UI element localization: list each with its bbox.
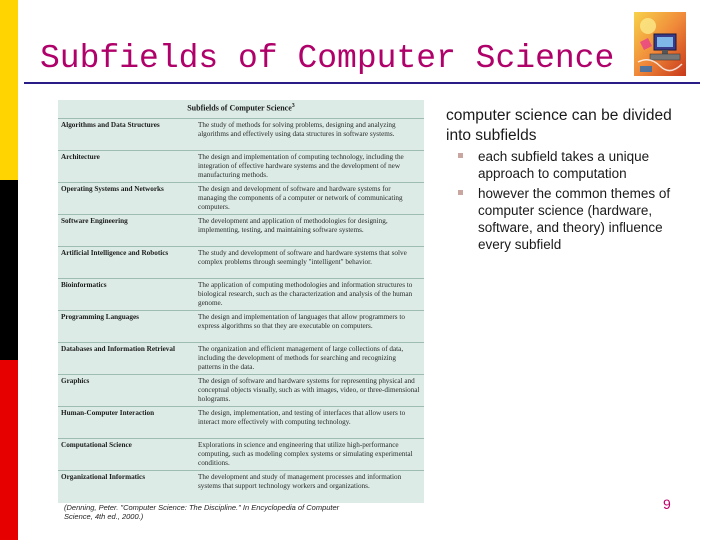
subfield-name: Architecture — [61, 153, 100, 161]
bullet-text: each subfield takes a unique approach to computation — [478, 149, 650, 181]
accent-bar-red — [0, 360, 18, 540]
subfield-description: The design and implementation of computing technology, including the integration of effective hardware systems and the development of new manufacturing methods. — [198, 153, 404, 179]
subfield-description: The study of methods for solving problems, designing and analyzing algorithms and effectively using data structures in software systems. — [198, 121, 396, 138]
subfield-description: The design of software and hardware systems for representing physical and conceptual objects visually, such as with images, video, or three-dimensional holograms. — [198, 377, 420, 403]
subfields-table — [58, 100, 424, 503]
left-accent-bar — [0, 0, 18, 540]
table-row — [58, 182, 424, 214]
page-number: 9 — [663, 496, 671, 512]
subfield-description: The application of computing methodologies and information structures to biological research, such as the characterization and analysis of the human genome. — [198, 281, 413, 307]
table-row — [58, 470, 424, 503]
table-row — [58, 342, 424, 374]
table-row — [58, 438, 424, 470]
main-point: computer science can be divided into subfields — [446, 107, 672, 144]
subfield-name: Graphics — [61, 377, 90, 385]
table-title-text: Subfields of Computer Science — [187, 103, 292, 113]
subfield-name: Computational Science — [61, 441, 132, 449]
computer-clipart-icon — [634, 12, 686, 76]
subfield-description: The development and study of management processes and information systems that support technology workers and organizations. — [198, 473, 402, 490]
table-row — [58, 150, 424, 182]
bullet-list — [472, 148, 696, 256]
subfield-name: Software Engineering — [61, 217, 128, 225]
subfield-name: Organizational Informatics — [61, 473, 146, 481]
subfield-description: The organization and efficient management of large collections of data, including the development of methods for searching and recognizing patterns in the data. — [198, 345, 404, 371]
bullet-item — [472, 185, 696, 253]
square-bullet-icon — [458, 190, 463, 195]
table-row — [58, 246, 424, 278]
table-title — [58, 103, 424, 113]
subfield-name: Bioinformatics — [61, 281, 107, 289]
table-citation — [64, 503, 414, 521]
subfield-description: The design, implementation, and testing of interfaces that allow users to interact more effectively with computing technology. — [198, 409, 406, 426]
subfield-description: The design and implementation of languages that allow programmers to express algorithms so that they are executable on computers. — [198, 313, 405, 330]
bullet-item — [472, 148, 696, 182]
subfield-description: The development and application of methodologies for designing, implementing, testing, and maintaining software systems. — [198, 217, 388, 234]
table-row — [58, 118, 424, 150]
citation-line-1: (Denning, Peter. "Computer Science: The Discipline." In Encyclopedia of Computer — [64, 503, 340, 512]
table-body — [58, 118, 424, 503]
table-row — [58, 374, 424, 406]
subfield-name: Operating Systems and Networks — [61, 185, 164, 193]
subfield-name: Human-Computer Interaction — [61, 409, 155, 417]
accent-bar-black — [0, 180, 18, 360]
subfield-name: Databases and Information Retrieval — [61, 345, 175, 353]
subfield-description: Explorations in science and engineering that utilize high-performance computing, such as modeling complex systems or simulating experimental conditions. — [198, 441, 413, 467]
citation-line-2: Science, 4th ed., 2000.) — [64, 512, 144, 521]
table-row — [58, 310, 424, 342]
title-underline — [24, 82, 700, 84]
subfield-description: The design and development of software and hardware systems for managing the components of a computer or network of communicating computers. — [198, 185, 403, 211]
table-row — [58, 406, 424, 438]
bullet-text: however the common themes of computer science (hardware, software, and theory) influence every subfield — [478, 186, 671, 252]
table-row — [58, 278, 424, 310]
subfield-name: Algorithms and Data Structures — [61, 121, 160, 129]
square-bullet-icon — [458, 153, 463, 158]
subfield-description: The study and development of software and hardware systems that solve complex problems through seemingly "intelligent" behavior. — [198, 249, 407, 266]
table-title-superscript: 3 — [291, 103, 295, 109]
subfield-name: Programming Languages — [61, 313, 139, 321]
slide-title: Subfields of Computer Science — [40, 40, 615, 77]
table-row — [58, 214, 424, 246]
accent-bar-yellow — [0, 0, 18, 180]
subfield-name: Artificial Intelligence and Robotics — [61, 249, 169, 257]
